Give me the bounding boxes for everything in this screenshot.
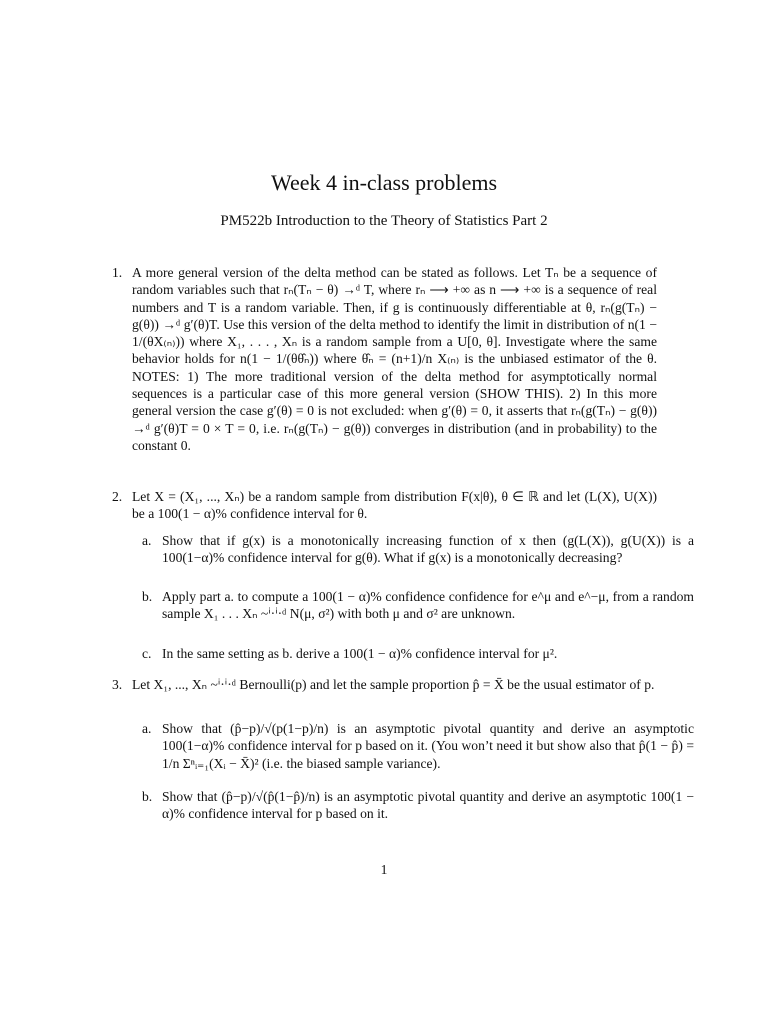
part-text: In the same setting as b. derive a 100(1 − α)% confidence interval for μ². — [162, 646, 558, 661]
problem-text: A more general version of the delta method can be stated as follows. Let Tₙ be a sequence of random variables such that rₙ(Tₙ − θ) →ᵈ T, where rₙ ⟶ +∞ as n ⟶ +∞ is a sequence of real numbers and T is a random variable. Then, if g is continuously differentiable at θ, rₙ(g(Tₙ) − g(θ)) →ᵈ g′(θ)T. Use this version of the delta method to identify the limit in distribution of n(1 − 1/(θX₍ₙ₎)) where X₁, . . . , Xₙ is a random sample from a U[0, θ]. Investigate where the same behavior holds for n(1 − 1/(θθ̂ₙ)) where θ̂ₙ = (n+1)/n X₍ₙ₎ is the unbiased estimator of the θ. NOTES: 1) The more traditional version of the delta method for asymptotically normal sequences is a particular case of this more general version (SHOW THIS). 2) In this more general version the case g′(θ) = 0 is not excluded: when g′(θ) = 0, it asserts that rₙ(g(Tₙ) − g(θ)) →ᵈ g′(θ)T = 0 × T = 0, i.e. rₙ(g(Tₙ) − g(θ)) converges in distribution (and in probability) to the constant 0. — [132, 265, 658, 453]
part-label: b. — [142, 589, 153, 604]
part-text: Apply part a. to compute a 100(1 − α)% confidence confidence for e^μ and e^−μ, from a random sample X₁ . . . Xₙ ~ⁱ·ⁱ·ᵈ N(μ, σ²) with both μ and σ² are unknown. — [162, 589, 694, 622]
problem-1 — [112, 264, 658, 454]
part-text: Show that if g(x) is a monotonically increasing function of x then (g(L(X)), g(U(X)) is a 100(1−α)% confidence interval for g(θ). What if g(x) is a monotonically decreasing? — [162, 533, 694, 566]
part-label: a. — [142, 721, 152, 736]
problem-3-part-b — [142, 788, 694, 823]
problem-3-part-a — [142, 720, 694, 772]
page-subtitle: PM522b Introduction to the Theory of Statistics Part 2 — [220, 213, 548, 229]
part-label: a. — [142, 533, 152, 548]
part-text: Show that (p̂−p)/√(p̂(1−p̂)/n) is an asymptotic pivotal quantity and derive an asymptotic 100(1 − α)% confidence interval for p based on it. — [162, 789, 694, 822]
page-number: 1 — [380, 862, 388, 877]
part-text: Show that (p̂−p)/√(p(1−p)/n) is an asymptotic pivotal quantity and derive an asymptotic 100(1−α)% confidence interval for p based on it. (You won’t need it but show also that p̂(1 − p̂) = 1/n Σⁿᵢ₌₁(Xᵢ − X̄)² (i.e. the biased sample variance). — [162, 721, 694, 771]
problem-number: 2. — [112, 489, 123, 504]
problem-2-part-b — [142, 588, 694, 623]
part-label: c. — [142, 646, 152, 661]
part-label: b. — [142, 789, 153, 804]
problem-2 — [112, 488, 657, 523]
page-title: Week 4 in-class problems — [270, 170, 498, 195]
problem-3 — [112, 676, 657, 693]
problem-text: Let X = (X₁, ..., Xₙ) be a random sample from distribution F(x|θ), θ ∈ ℝ and let (L(X), U(X)) be a 100(1 − α)% confidence interval for θ. — [132, 489, 657, 522]
problem-2-part-c — [142, 645, 694, 662]
problem-text: Let X₁, ..., Xₙ ~ⁱ·ⁱ·ᵈ Bernoulli(p) and let the sample proportion p̂ = X̄ be the usual estimator of p. — [132, 677, 655, 692]
problem-2-part-a — [142, 532, 694, 567]
problem-number: 3. — [112, 677, 123, 692]
problem-number: 1. — [112, 265, 123, 280]
